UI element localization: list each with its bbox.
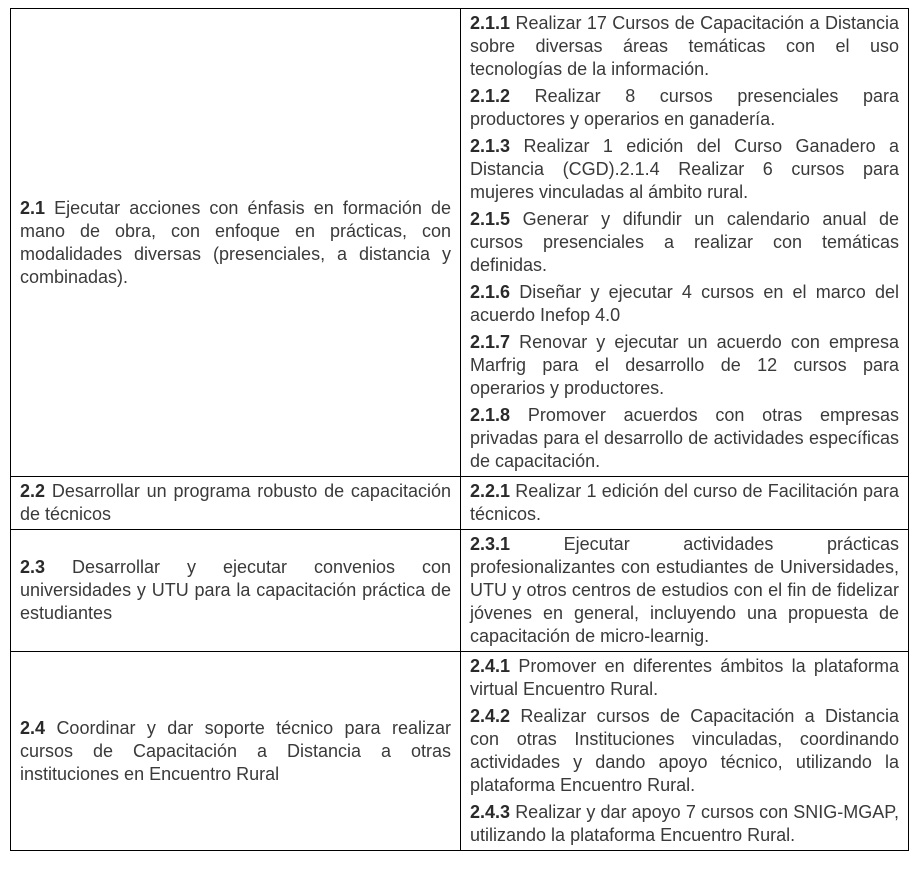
objective-text bbox=[20, 717, 451, 786]
action-item bbox=[470, 705, 899, 797]
action-item bbox=[470, 85, 899, 131]
action-code: 2.1.5 bbox=[470, 209, 511, 229]
objective-text bbox=[20, 556, 451, 625]
action-description: Promover en diferentes ámbitos la plataforma virtual Encuentro Rural. bbox=[470, 656, 899, 699]
action-description: Realizar 1 edición del curso de Facilitación para técnicos. bbox=[470, 481, 899, 524]
action-description: Promover acuerdos con otras empresas privadas para el desarrollo de actividades específicas de capacitación. bbox=[470, 405, 899, 471]
objective-code: 2.3 bbox=[20, 557, 46, 577]
action-item bbox=[470, 404, 899, 473]
objective-code: 2.4 bbox=[20, 717, 46, 738]
objective-description: Desarrollar un programa robusto de capacitación de técnicos bbox=[20, 481, 451, 524]
action-description: Realizar 1 edición del Curso Ganadero a Distancia (CGD).2.1.4 Realizar 6 cursos para mujeres vinculadas al ámbito rural. bbox=[470, 136, 899, 202]
objective-code: 2.2 bbox=[20, 481, 46, 501]
action-item bbox=[470, 331, 899, 400]
action-item bbox=[470, 281, 899, 327]
action-description: Renovar y ejecutar un acuerdo con empresa Marfrig para el desarrollo de 12 cursos para operarios y productores. bbox=[470, 332, 899, 398]
objective-cell bbox=[11, 530, 461, 652]
objective-cell bbox=[11, 652, 461, 851]
action-description: Ejecutar actividades prácticas profesionalizantes con estudiantes de Universidades, UTU y otros centros de estudios con el fin de fidelizar jóvenes en general, incluyendo una propuesta de capacitación de micro-learnig. bbox=[470, 534, 899, 646]
action-item bbox=[470, 12, 899, 81]
action-item bbox=[470, 208, 899, 277]
action-description: Realizar 17 Cursos de Capacitación a Distancia sobre diversas áreas temáticas con el uso tecnologías de la información. bbox=[470, 13, 899, 79]
action-code: 2.4.2 bbox=[470, 706, 511, 726]
action-description: Realizar 8 cursos presenciales para productores y operarios en ganadería. bbox=[470, 86, 899, 129]
action-description: Realizar cursos de Capacitación a Distancia con otras Instituciones vinculadas, coordinando actividades y dando apoyo técnico, utilizando la plataforma Encuentro Rural. bbox=[470, 706, 899, 795]
table-row bbox=[11, 652, 909, 851]
actions-cell bbox=[461, 652, 909, 851]
objective-cell bbox=[11, 9, 461, 477]
objectives-table bbox=[10, 8, 909, 851]
action-code: 2.2.1 bbox=[470, 481, 511, 501]
action-item bbox=[470, 801, 899, 847]
actions-cell bbox=[461, 477, 909, 530]
objective-description: Coordinar y dar soporte técnico para realizar cursos de Capacitación a Distancia a otras instituciones en Encuentro Rural bbox=[20, 717, 451, 784]
action-code: 2.4.1 bbox=[470, 656, 511, 676]
action-code: 2.1.3 bbox=[470, 136, 511, 156]
action-code: 2.4.3 bbox=[470, 802, 511, 822]
table-row bbox=[11, 530, 909, 652]
action-item bbox=[470, 135, 899, 204]
actions-cell bbox=[461, 530, 909, 652]
action-code: 2.1.7 bbox=[470, 332, 511, 352]
action-item bbox=[470, 533, 899, 648]
objective-description: Ejecutar acciones con énfasis en formación de mano de obra, con enfoque en prácticas, con modalidades diversas (presenciales, a distancia y combinadas). bbox=[20, 197, 451, 287]
action-description: Diseñar y ejecutar 4 cursos en el marco del acuerdo Inefop 4.0 bbox=[470, 282, 899, 325]
action-code: 2.1.1 bbox=[470, 13, 511, 33]
action-description: Realizar y dar apoyo 7 cursos con SNIG-MGAP, utilizando la plataforma Encuentro Rural. bbox=[470, 802, 899, 845]
actions-cell bbox=[461, 9, 909, 477]
table-row bbox=[11, 477, 909, 530]
objective-description: Desarrollar y ejecutar convenios con universidades y UTU para la capacitación práctica de estudiantes bbox=[20, 557, 451, 623]
action-code: 2.1.8 bbox=[470, 405, 511, 425]
action-code: 2.1.6 bbox=[470, 282, 511, 302]
objective-text bbox=[20, 197, 451, 289]
table-row bbox=[11, 9, 909, 477]
objective-code: 2.1 bbox=[20, 197, 46, 218]
action-description: Generar y difundir un calendario anual de cursos presenciales a realizar con temáticas definidas. bbox=[470, 209, 899, 275]
objective-text bbox=[20, 480, 451, 526]
action-code: 2.1.2 bbox=[470, 86, 511, 106]
action-item bbox=[470, 480, 899, 526]
objective-cell bbox=[11, 477, 461, 530]
action-code: 2.3.1 bbox=[470, 534, 511, 554]
action-item bbox=[470, 655, 899, 701]
